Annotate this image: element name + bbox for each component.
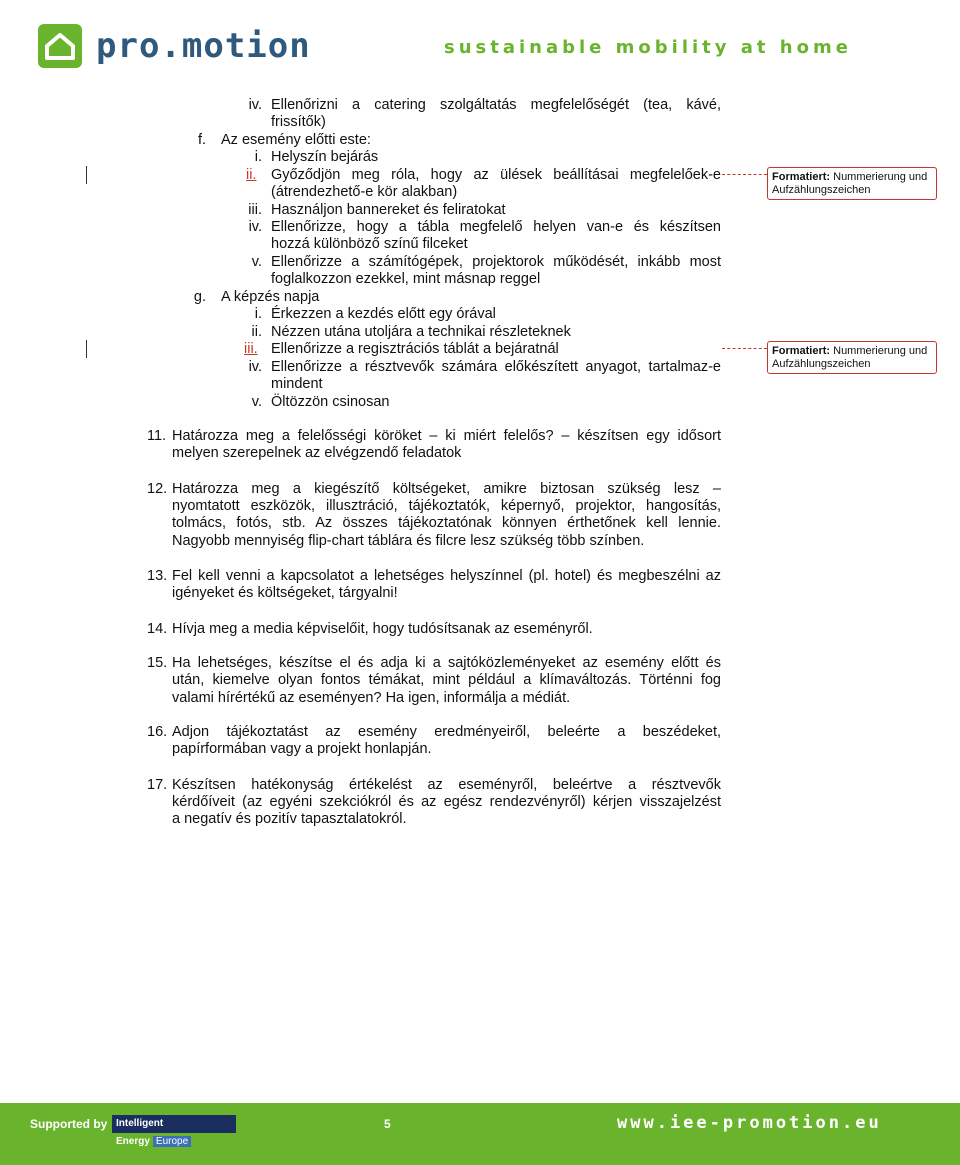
list-item: A képzés napja bbox=[221, 289, 320, 305]
list-marker: g. bbox=[193, 289, 206, 305]
comment-label: Formatiert: bbox=[772, 345, 831, 357]
house-icon bbox=[38, 24, 82, 68]
list-item: Ellenőrizze a regisztrációs táblát a bejáratnál bbox=[271, 341, 559, 357]
item-number: 11. bbox=[147, 428, 167, 444]
list-marker: iv. bbox=[248, 97, 262, 113]
item-line: Határozza meg a kiegészítő költségeket, amikre biztosan szükség lesz – bbox=[172, 481, 721, 497]
comment-text: Nummerierung und Aufzählungszeichen bbox=[772, 345, 928, 370]
change-bar bbox=[86, 340, 87, 358]
list-item: Ellenőrizze a résztvevők számára előkészített anyagot, tartalmaz-e bbox=[271, 359, 721, 375]
item-line: melyen szerepelnek az elvégzendő feladatok bbox=[172, 445, 462, 461]
list-marker: f. bbox=[197, 132, 206, 148]
list-item: Öltözzön csinosan bbox=[271, 394, 390, 410]
item-line: kérdőíveit (az egyéni szekciókról és az egész rendezvényről) kérjen visszajelzést bbox=[172, 794, 721, 810]
item-number: 16. bbox=[147, 724, 168, 740]
item-line: Adjon tájékoztatást az esemény eredményeiről, beleérte a beszédeket, bbox=[172, 724, 721, 740]
list-marker: iii. bbox=[248, 202, 262, 218]
page-footer bbox=[0, 1103, 960, 1165]
item-line: Hívja meg a media képviselőit, hogy tudósítsanak az eseményről. bbox=[172, 621, 593, 637]
list-marker: i. bbox=[254, 306, 262, 322]
list-item-cont: mindent bbox=[271, 376, 323, 392]
item-line: nyomtatott eszközök, illusztráció, tájékoztatók, képernyő, projektor, hangosítás, bbox=[172, 498, 721, 514]
list-marker: v. bbox=[251, 394, 262, 410]
list-item: Használjon bannereket és feliratokat bbox=[271, 202, 506, 218]
item-line: valami hírértékű az eseményen? Ha igen, informálja a médiát. bbox=[172, 690, 571, 706]
item-line: Ha lehetséges, készítse el és adja ki a sajtóközleményeket az esemény előtt és bbox=[172, 655, 721, 671]
item-line: tolmács, fotós, stb. Az összes tájékoztatónak könnyen érthetőnek kell lennie. bbox=[172, 515, 721, 531]
item-number: 17. bbox=[147, 777, 168, 793]
item-line: a negatív és pozitív tapasztalatokról. bbox=[172, 811, 407, 827]
list-marker: iv. bbox=[248, 359, 262, 375]
comment-label: Formatiert: bbox=[772, 171, 831, 183]
list-item-cont: (átrendezhető-e kör alakban) bbox=[271, 184, 458, 200]
change-bar bbox=[86, 166, 87, 184]
item-line: Készítsen hatékonyság értékelést az eseményről, beleértve a résztvevők bbox=[172, 777, 721, 793]
format-comment[interactable] bbox=[767, 341, 937, 374]
list-item: Ellenőrizni a catering szolgáltatás megfelelőségét (tea, kávé, bbox=[271, 97, 721, 113]
list-item: Helyszín bejárás bbox=[271, 149, 379, 165]
list-marker: ii. bbox=[251, 324, 262, 340]
list-item: Ellenőrizze a számítógépek, projektorok működését, inkább most bbox=[271, 254, 721, 270]
list-marker: v. bbox=[251, 254, 262, 270]
page-number: 5 bbox=[384, 1117, 391, 1131]
list-item: Az esemény előtti este: bbox=[221, 132, 371, 148]
item-line: igényeket és költségeket, tárgyalni! bbox=[172, 585, 398, 601]
list-marker: ii. bbox=[246, 167, 257, 183]
comment-text: Nummerierung und Aufzählungszeichen bbox=[772, 171, 928, 196]
tagline: sustainable mobility at home bbox=[444, 37, 852, 58]
iee-logo bbox=[112, 1115, 236, 1147]
comment-connector bbox=[722, 174, 767, 175]
list-marker: i. bbox=[254, 149, 262, 165]
item-line: papírformában vagy a projekt honlapján. bbox=[172, 741, 432, 757]
item-number: 15. bbox=[147, 655, 168, 671]
item-number: 14. bbox=[147, 621, 168, 637]
item-number: 12. bbox=[147, 481, 168, 497]
comment-connector bbox=[722, 348, 767, 349]
item-line: Határozza meg a felelősségi köröket – ki miért felelős? – készítsen egy idősort bbox=[172, 428, 721, 444]
list-marker: iv. bbox=[248, 219, 262, 235]
list-item: Ellenőrizze, hogy a tábla megfelelő helyen van-e és készítsen bbox=[271, 219, 721, 235]
website-link[interactable]: www.iee-promotion.eu bbox=[617, 1113, 882, 1133]
list-item: Nézzen utána utoljára a technikai részleteknek bbox=[271, 324, 571, 340]
list-item-cont: foglalkozzon ezekkel, mint másnap reggel bbox=[271, 271, 541, 287]
iee-logo-text: Intelligent Energy bbox=[116, 1118, 164, 1147]
item-line: után, kiemelve olyan fontos témákat, mint például a klímaváltozás. Történni fog bbox=[172, 672, 721, 688]
list-item-cont: frissítők) bbox=[271, 114, 326, 130]
item-line: Nagyobb mennyiség flip-chart táblára és filcre lesz szükség több színben. bbox=[172, 533, 645, 549]
item-line: Fel kell venni a kapcsolatot a lehetséges helyszínnel (pl. hotel) és megbeszélni az bbox=[172, 568, 721, 584]
list-item-cont: hozzá különböző színű filceket bbox=[271, 236, 468, 252]
supported-by-label: Supported by bbox=[30, 1117, 108, 1131]
list-marker: iii. bbox=[244, 341, 258, 357]
format-comment[interactable] bbox=[767, 167, 937, 200]
list-item: Érkezzen a kezdés előtt egy órával bbox=[271, 306, 496, 322]
brand-name: pro.motion bbox=[96, 26, 311, 66]
item-number: 13. bbox=[147, 568, 168, 584]
page-header bbox=[0, 0, 960, 80]
iee-logo-region: Europe bbox=[153, 1136, 191, 1147]
list-item: Győződjön meg róla, hogy az ülések beállításai megfelelőek-e bbox=[271, 167, 721, 183]
